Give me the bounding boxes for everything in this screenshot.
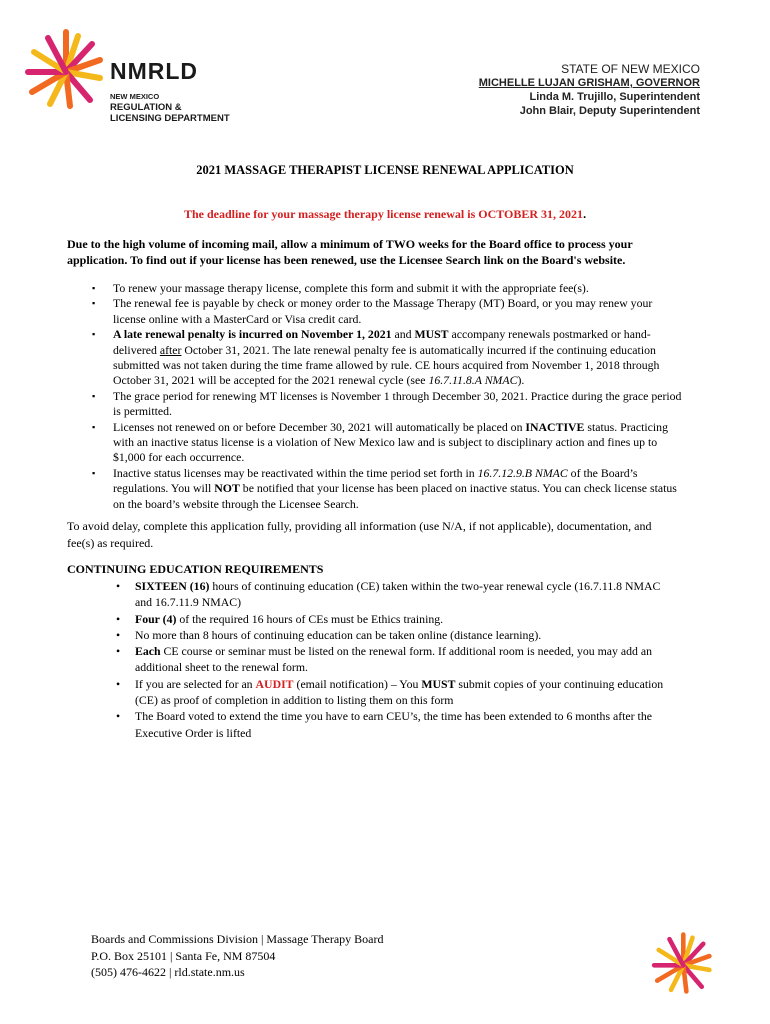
list-item-text: hours of continuing education (CE) taken within the two-year renewal cycle (16.7.11.8 NMAC and 16.7.11.9 NMAC) [135,579,661,610]
brand-line-1: NEW MEXICO [110,92,160,101]
square-bullet-icon: ▪ [92,283,96,293]
list-item-text: Licenses not renewed on or before December 30, 2021 will automatically be placed on [113,419,526,434]
list-item [116,676,676,709]
list-item-text: If you are selected for an [135,676,256,691]
inactive-emphasis: INACTIVE [525,419,585,434]
dot-bullet-icon: • [116,644,121,659]
list-item [92,296,682,327]
must-emphasis: MUST [414,327,449,342]
deadline-notice [0,207,770,222]
list-item-text: No more than 8 hours of continuing education can be taken online (distance learning). [135,627,542,642]
nmrld-sunburst-logo-icon [20,26,106,112]
list-item-text: accompany renewals postmarked or hand-delivered [113,327,651,357]
ethics-hours-emphasis: Four (4) [135,611,177,626]
list-item [116,643,676,676]
superintendent-name: Linda M. Trujillo, Superintendent [529,91,700,103]
must-emphasis: MUST [421,676,456,691]
list-item-text: Inactive status licenses may be reactivated within the time period set forth in [113,465,478,480]
after-emphasis: after [159,342,182,357]
brand-wordmark: NMRLD [110,58,199,84]
brand-line-2: REGULATION & [110,102,182,113]
dot-bullet-icon: • [116,579,121,593]
list-item [92,420,682,466]
list-item-text: The Board voted to extend the time you have to earn CEU’s, the time has been extended to 6 months after the Executive Order is lifted [135,709,652,740]
list-item [92,327,682,389]
list-item-text: (email notification) – You [293,676,422,691]
list-item [116,611,676,627]
avoid-delay-paragraph: To avoid delay, complete this application fully, providing all information (use N/A, if not applicable), documentation, and fee(s) as required. [67,519,652,550]
footer-contact [91,931,384,981]
dot-bullet-icon: • [116,709,121,724]
nmac-reference: 16.7.11.8.A NMAC [428,373,518,388]
square-bullet-icon: ▪ [92,329,96,340]
list-item-text: October 31, 2021. The late renewal penalty fee is automatically incurred if the continuing education submitted was not taken during the time frame allowed by rule. CE hours acquired from November 1, 2018 through October 31, 2021 will be accepted for the 2021 renewal cycle (see [113,342,660,388]
square-bullet-icon: ▪ [92,421,96,432]
not-emphasis: NOT [214,481,240,496]
list-item-text: and [391,327,415,342]
list-item-text: of the required 16 hours of CEs must be Ethics training. [176,611,444,626]
governor-name: MICHELLE LUJAN GRISHAM, GOVERNOR [478,77,700,89]
renewal-instructions-list [92,281,682,512]
list-item-text: CE course or seminar must be listed on the renewal form. If additional room is needed, you may add an additional sheet to the renewal form. [135,644,652,675]
dot-bullet-icon: • [116,627,121,642]
brand-block [110,58,230,124]
list-item-text: be notified that your license has been placed on inactive status. You can check license status on the board’s website through the Licensee Search. [113,481,677,511]
list-item-text: ). [517,373,525,388]
list-item-text: of the Board’s regulations. You will [113,465,638,496]
footer-line-address: P.O. Box 25101 | Santa Fe, NM 87504 [91,948,276,963]
list-item [92,466,682,512]
list-item [116,708,676,741]
ce-requirements-list [116,578,676,741]
deadline-end: . [583,207,587,221]
each-emphasis: Each [135,644,161,659]
late-penalty-date: A late renewal penalty is incurred on November 1, 2021 [113,327,392,342]
nmrld-sunburst-footer-logo-icon [648,930,714,996]
list-item-text: The renewal fee is payable by check or money order to the Massage Therapy (MT) Board, or you may renew your license online with a MasterCard or Visa credit card. [113,296,653,326]
list-item-text: status. Practicing with an inactive status license is a violation of New Mexico law and is subject to disciplinary action and fines up to $1,000 for each occurrence. [113,419,668,465]
square-bullet-icon: ▪ [92,467,96,478]
list-item [116,578,676,611]
brand-line-3: LICENSING DEPARTMENT [110,113,230,124]
list-item-text: To renew your massage therapy license, complete this form and submit it with the appropriate fee(s). [113,281,589,295]
document-title: 2021 MASSAGE THERAPIST LICENSE RENEWAL APPLICATION [196,163,574,177]
list-item [92,389,682,420]
dot-bullet-icon: • [116,676,121,691]
ce-hours-emphasis: SIXTEEN (16) [135,579,210,593]
footer-line-division: Boards and Commissions Division | Massage Therapy Board [91,932,384,946]
deputy-superintendent-name: John Blair, Deputy Superintendent [519,105,700,117]
footer-line-phone-web: (505) 476-4622 | rld.state.nm.us [91,965,245,979]
list-item [116,627,676,643]
dot-bullet-icon: • [116,611,121,626]
list-item-text: submit copies of your continuing education (CE) as proof of completion in addition to listing them on this form [135,676,664,708]
list-item [92,281,682,296]
audit-emphasis: AUDIT [255,676,294,691]
ce-requirements-heading: CONTINUING EDUCATION REQUIREMENTS [67,562,324,576]
square-bullet-icon: ▪ [92,390,96,401]
processing-notice: Due to the high volume of incoming mail, allow a minimum of TWO weeks for the Board office to process your application. To find out if your license has been renewed, use the Licensee Search link on the Board's website. [67,237,633,267]
state-name: STATE OF NEW MEXICO [561,62,700,76]
nmac-reference: 16.7.12.9.B NMAC [477,465,568,480]
brand-subtitle [110,91,230,124]
square-bullet-icon: ▪ [92,298,96,309]
deadline-text: The deadline for your massage therapy license renewal is OCTOBER 31, 2021 [183,207,584,221]
state-officials-block [479,62,700,118]
list-item-text: The grace period for renewing MT licenses is November 1 through December 30, 2021. Practice during the grace period is permitted. [113,388,682,419]
